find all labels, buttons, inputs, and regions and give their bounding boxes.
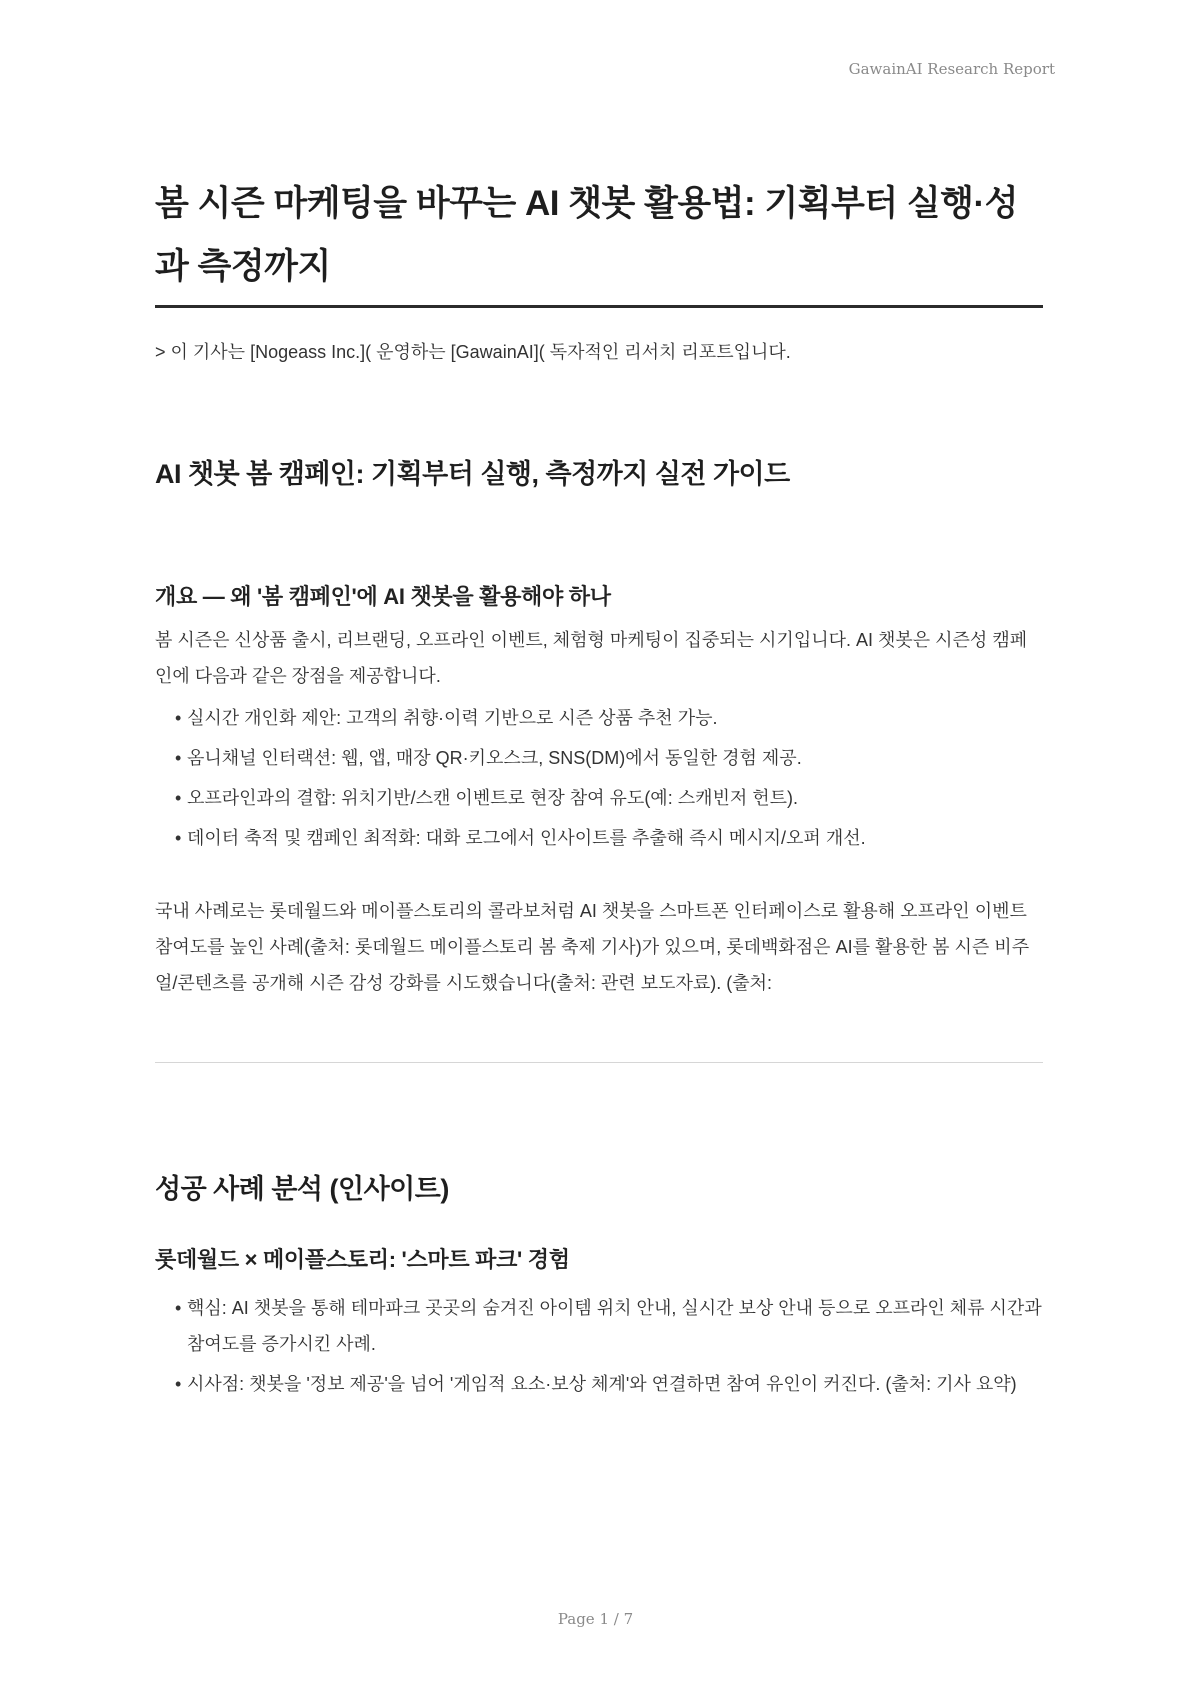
page-number: Page 1 / 7: [557, 1610, 634, 1628]
subsection-heading: 개요 — 왜 '봄 캠페인'에 AI 챗봇을 활용해야 하나: [155, 584, 611, 609]
cases-paragraph: 국내 사례로는 롯데월드와 메이플스토리의 콜라보처럼 AI 챗봇을 스마트폰 인터페이스로 활용해 오프라인 이벤트 참여도를 높인 사례(출처: 롯데월드 메이플스토리 봄 축제 기사)가 있으며, 롯데백화점은 AI를 활용한 봄 시즌 비주얼/콘텐츠를 공개해 시즌 감성 강화를 시도했습니다(출처: 관련 보도자료). (출처:: [155, 901, 1030, 993]
case-list: [155, 1290, 1043, 1406]
report-header: GawainAI Research Report: [848, 60, 1055, 78]
list-item-text: 실시간 개인화 제안: 고객의 취향·이력 기반으로 시즌 상품 추천 가능.: [187, 708, 718, 728]
list-item: • 옴니채널 인터랙션: 웹, 앱, 매장 QR·키오스크, SNS(DM)에서 동일한 경험 제공.: [175, 748, 802, 768]
list-item: • 핵심: AI 챗봇을 통해 테마파크 곳곳의 숨겨진 아이템 위치 안내, 실시간 보상 안내 등으로 오프라인 체류 시간과 참여도를 증가시킨 사례.: [175, 1298, 1042, 1354]
section-heading: 성공 사례 분석 (인사이트): [155, 1174, 449, 1204]
page-title: 봄 시즌 마케팅을 바꾸는 AI 챗봇 활용법: 기획부터 실행·성과 측정까지: [155, 184, 1018, 286]
list-item: • 실시간 개인화 제안: 고객의 취향·이력 기반으로 시즌 상품 추천 가능.: [175, 708, 718, 728]
section-divider: [155, 1062, 1043, 1063]
list-item-text: 옴니채널 인터랙션: 웹, 앱, 매장 QR·키오스크, SNS(DM)에서 동일한 경험 제공.: [187, 748, 802, 768]
overview-paragraph: 봄 시즌은 신상품 출시, 리브랜딩, 오프라인 이벤트, 체험형 마케팅이 집중되는 시기입니다. AI 챗봇은 시즌성 캠페인에 다음과 같은 장점을 제공합니다.: [155, 630, 1028, 686]
title-divider: [155, 305, 1043, 308]
list-item-text: 데이터 축적 및 캠페인 최적화: 대화 로그에서 인사이트를 추출해 즉시 메시지/오퍼 개선.: [187, 828, 866, 848]
list-item-text: 핵심: AI 챗봇을 통해 테마파크 곳곳의 숨겨진 아이템 위치 안내, 실시간 보상 안내 등으로 오프라인 체류 시간과 참여도를 증가시킨 사례.: [187, 1298, 1042, 1354]
list-item: • 데이터 축적 및 캠페인 최적화: 대화 로그에서 인사이트를 추출해 즉시 메시지/오퍼 개선.: [175, 828, 866, 848]
list-item: • 오프라인과의 결합: 위치기반/스캔 이벤트로 현장 참여 유도(예: 스캐빈저 헌트).: [175, 788, 799, 808]
advantages-list: [155, 700, 1043, 860]
list-item: • 시사점: 챗봇을 '정보 제공'을 넘어 '게임적 요소·보상 체계'와 연결하면 참여 유인이 커진다. (출처: 기사 요약): [175, 1374, 1017, 1394]
list-item-text: 오프라인과의 결합: 위치기반/스캔 이벤트로 현장 참여 유도(예: 스캐빈저 헌트).: [187, 788, 799, 808]
intro-quote: > 이 기사는 [Nogeass Inc.]( 운영하는 [GawainAI]( 독자적인 리서치 리포트입니다.: [155, 342, 791, 362]
subsection-heading: 롯데월드 × 메이플스토리: '스마트 파크' 경험: [155, 1247, 570, 1272]
section-heading: AI 챗봇 봄 캠페인: 기획부터 실행, 측정까지 실전 가이드: [155, 459, 790, 489]
list-item-text: 시사점: 챗봇을 '정보 제공'을 넘어 '게임적 요소·보상 체계'와 연결하면 참여 유인이 커진다. (출처: 기사 요약): [187, 1374, 1017, 1394]
